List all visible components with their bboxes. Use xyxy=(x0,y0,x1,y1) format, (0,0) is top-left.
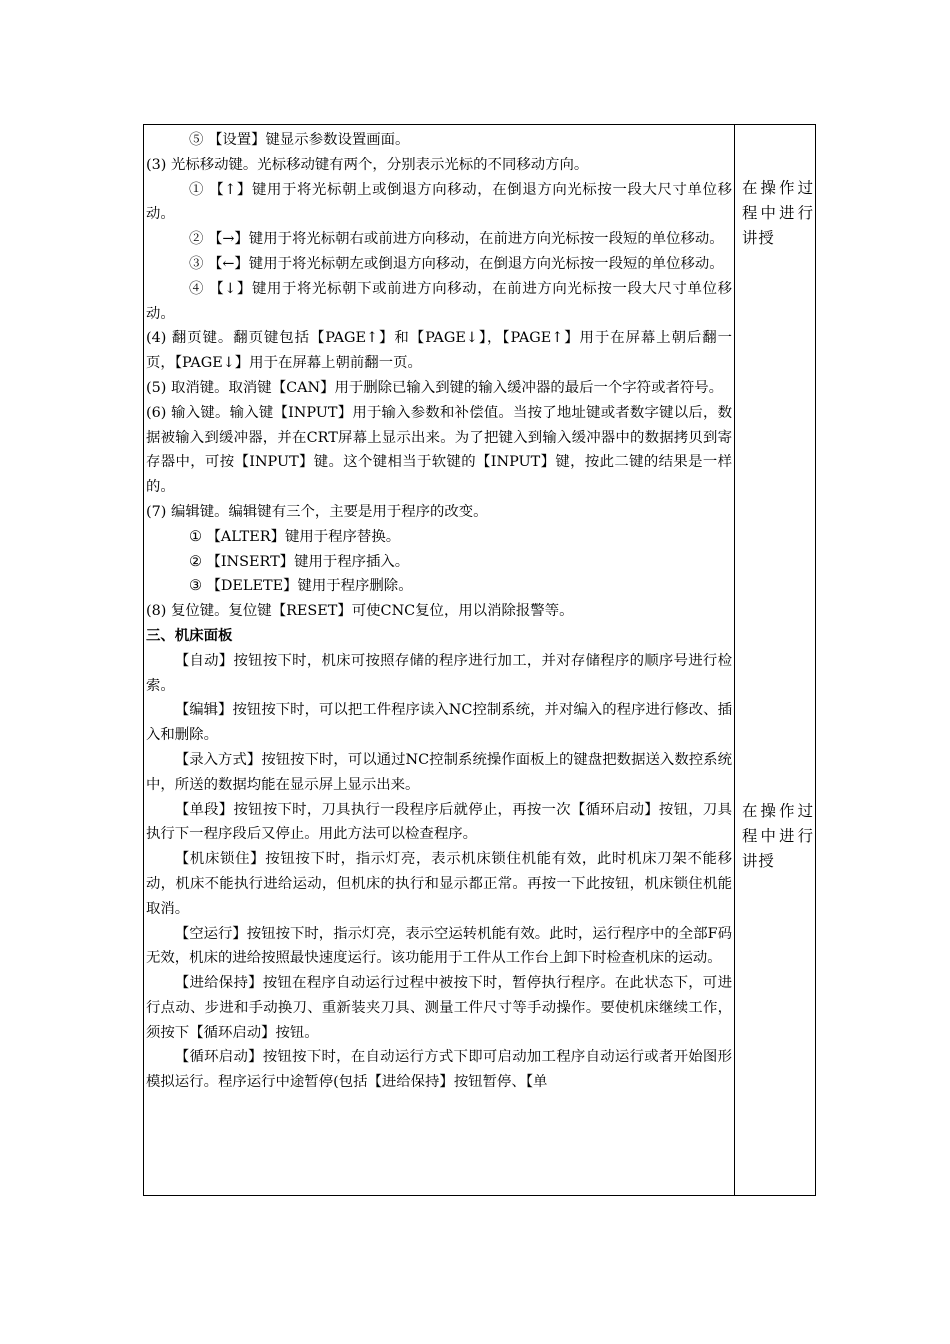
paragraph: 【自动】按钮按下时，机床可按照存储的程序进行加工，并对存储程序的顺序号进行检索。 xyxy=(146,652,732,694)
section-heading: 三、机床面板 xyxy=(146,626,233,644)
content-column xyxy=(144,125,734,1095)
paragraph: ⑤ 【设置】键显示参数设置画面。 xyxy=(189,132,410,148)
paragraph: 【循环启动】按钮按下时，在自动运行方式下即可启动加工程序自动运行或者开始图形模拟运行。程序运行中途暂停(包括【进给保持】按钮暂停、【单 xyxy=(146,1049,732,1091)
paragraph: 【机床锁住】按钮按下时，指示灯亮，表示机床锁住机能有效，此时机床刀架不能移动，机床不能执行进给运动，但机床的执行和显示都正常。再按一下此按钮，机床锁住机能取消。 xyxy=(146,851,732,917)
paragraph: ① 【ALTER】键用于程序替换。 xyxy=(189,528,401,545)
paragraph: ④ 【↓】键用于将光标朝下或前进方向移动，在前进方向光标按一段大尺寸单位移动。 xyxy=(146,280,732,322)
paragraph: (6) 输入键。输入键【INPUT】用于输入参数和补偿值。当按了地址键或者数字键以后，数据被输入到缓冲器，并在CRT屏幕上显示出来。为了把键入到输入缓冲器中的数据拷贝到寄存器中，可按【INPUT】键。这个键相当于软键的【INPUT】键，按此二键的结果是一样的。 xyxy=(146,404,732,496)
paragraph: (4) 翻页键。翻页键包括【PAGE↑】和【PAGE↓】，【PAGE↑】用于在屏幕上朝后翻一页，【PAGE↓】用于在屏幕上朝前翻一页。 xyxy=(146,330,732,372)
paragraph: (3) 光标移动键。光标移动键有两个，分别表示光标的不同移动方向。 xyxy=(146,156,589,173)
paragraph: ② 【INSERT】键用于程序插入。 xyxy=(189,553,410,570)
teaching-note: 在操作过程中进行讲授 xyxy=(742,179,814,247)
paragraph: 【空运行】按钮按下时，指示灯亮，表示空运转机能有效。此时，运行程序中的全部F码无效，机床的进给按照最快速度运行。该功能用于工件从工作台上卸下时检查机床的运动。 xyxy=(146,925,732,967)
paragraph: (8) 复位键。复位键【RESET】可使CNC复位，用以消除报警等。 xyxy=(146,603,574,620)
paragraph: ② 【→】键用于将光标朝右或前进方向移动，在前进方向光标按一段短的单位移动。 xyxy=(189,231,724,248)
paragraph: ③ 【←】键用于将光标朝左或倒退方向移动，在倒退方向光标按一段短的单位移动。 xyxy=(189,255,724,272)
paragraph: 【编辑】按钮按下时，可以把工件程序读入NC控制系统，并对编入的程序进行修改、插入和删除。 xyxy=(146,702,732,744)
paragraph: 【进给保持】按钮在程序自动运行过程中被按下时，暂停执行程序。在此状态下，可进行点动、步进和手动换刀、重新装夹刀具、测量工件尺寸等手动操作。要使机床继续工作，须按下【循环启动】按钮。 xyxy=(146,975,732,1041)
column-divider xyxy=(734,125,735,1195)
paragraph: 【单段】按钮按下时，刀具执行一段程序后就停止，再按一次【循环启动】按钮，刀具执行下一程序段后又停止。用此方法可以检查程序。 xyxy=(146,801,732,843)
lesson-table xyxy=(143,124,816,1196)
paragraph: 【录入方式】按钮按下时，可以通过NC控制系统操作面板上的键盘把数据送入数控系统中，所送的数据均能在显示屏上显示出来。 xyxy=(146,751,732,793)
paragraph: ① 【↑】键用于将光标朝上或倒退方向移动，在倒退方向光标按一段大尺寸单位移动。 xyxy=(146,181,732,223)
paragraph: ③ 【DELETE】键用于程序删除。 xyxy=(189,578,413,595)
paragraph: (5) 取消键。取消键【CAN】用于删除已输入到键的输入缓冲器的最后一个字符或者符号。 xyxy=(146,379,724,396)
paragraph: (7) 编辑键。编辑键有三个，主要是用于程序的改变。 xyxy=(146,503,488,520)
teaching-note: 在操作过程中进行讲授 xyxy=(742,802,814,870)
